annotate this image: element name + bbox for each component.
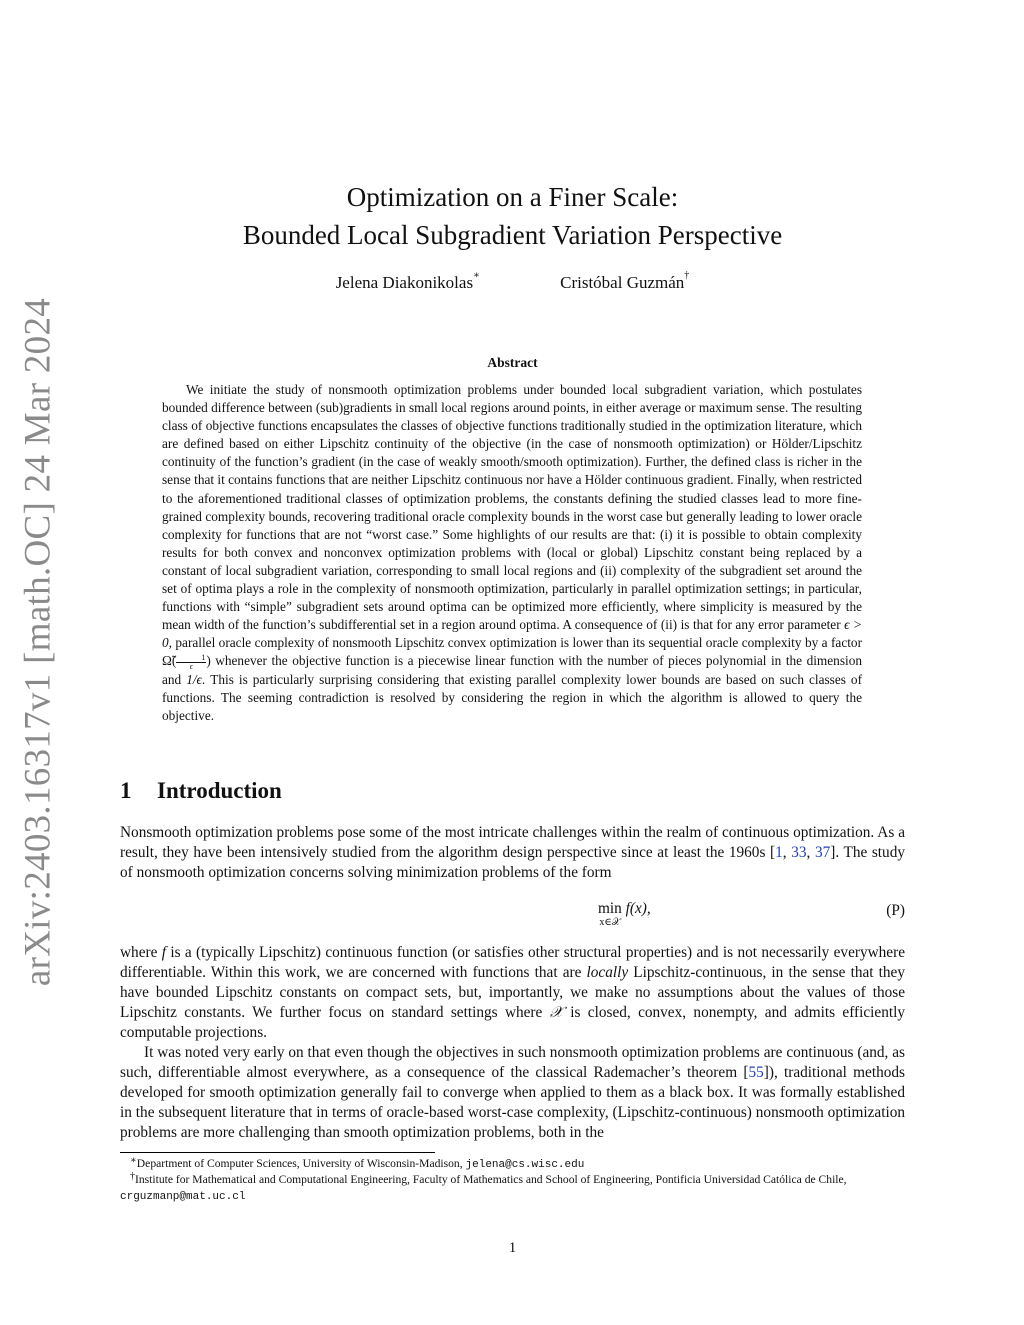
author-2 — [560, 270, 690, 293]
citation-link[interactable]: 33 — [791, 844, 807, 861]
equation-p — [120, 900, 905, 932]
abstract-text-4: . This is particularly surprising considering that existing parallel complexity lower bounds are based on such classes of functions. The seeming contradiction is resolved by considering the region in which the algorithm is allowed to query the objective. — [162, 671, 863, 724]
intro-p1-text-a: Nonsmooth optimization problems pose some of the most intricate challenges within the realm of continuous optimization. As a result, they have been intensively studied from the algorithm design perspective since at least the 1960s [ — [120, 824, 905, 861]
intro-p2-emphasis: locally — [586, 964, 629, 981]
intro-p2-symbol-f: f — [161, 944, 166, 961]
intro-p2-text-c: Lipschitz-continuous, in the sense that they have bounded Lipschitz constants on compact sets, but, importantly, we make no assumptions about the values of those Lipschitz constants. We further focus on standard settings where — [120, 964, 905, 1021]
author-1-name: Jelena Diakonikolas — [335, 273, 474, 292]
author-1 — [335, 270, 480, 293]
intro-paragraph-2 — [120, 943, 905, 1043]
equation-min-operator — [598, 900, 622, 928]
footnote-rule — [120, 1152, 435, 1153]
equation-subscript: x∈𝒳 — [599, 917, 621, 928]
abstract-heading: Abstract — [487, 355, 538, 370]
author-2-name: Cristóbal Guzmán — [560, 273, 685, 292]
intro-paragraph-1: Nonsmooth optimization problems pose some of the most intricate challenges within the realm of continuous optimization. As a result, they have been intensively studied from the algorithm design perspective since at least the 1960s [1, 33, 37]. The study of nonsmooth optimization concerns solving minimization problems of the form — [120, 824, 906, 881]
abstract-text-1: We initiate the study of nonsmooth optimization problems under bounded local subgradient variation, which postulates bounded difference between (sub)gradients in small local regions around points, in either average or maximum sense. The resulting class of objective functions encapsulates the classes of objective functions traditionally studied in the optimization literature, which are defined based on either Lipschitz continuity of the objective (in the case of nonsmooth optimization) or Hölder/Lipschitz continuity of the function’s gradient (in the case of weakly smooth/smooth optimization). Further, the defined class is richer in the sense that it contains functions that are neither Lipschitz continuous nor have a Hölder continuous gradient. Finally, when restricted to the aforementioned traditional classes of optimization problems, the constants defining the studied classes lead to more fine-grained complexity bounds, recovering traditional oracle complexity bounds in the worst case but generally leading to lower oracle complexity for functions that are not “worst case.” Some highlights of our results are that: (i) it is possible to obtain complexity results for both convex and nonconvex optimization problems with (local or global) Lipschitz constant being replaced by a constant of local subgradient variation, corresponding to small local regions and (ii) complexity of the subgradient set around the set of optima plays a role in the complexity of nonsmooth optimization, particularly in parallel optimization settings; in particular, functions with “simple” subgradient sets around optima can be optimized more efficiently, where simplicity is measured by the mean width of the function’s subdifferential set in a region around optima. A consequence of (ii) is that for any error parameter — [162, 382, 862, 633]
footnote-2-email[interactable]: crguzmanp@mat.uc.cl — [120, 1190, 246, 1203]
author-2-mark: † — [684, 270, 690, 281]
abstract-epsilon-condition: ϵ > 0 — [162, 617, 862, 651]
citation-link[interactable]: 55 — [748, 1064, 764, 1081]
equation-expression: f(x), — [625, 900, 651, 917]
equation-body — [598, 900, 651, 928]
footnote-1-email[interactable]: jelena@cs.wisc.edu — [465, 1159, 585, 1171]
arxiv-id: arXiv:2403.16317v1 [math.OC] 24 Mar 2024 — [17, 297, 59, 987]
section-heading — [120, 778, 282, 804]
intro-p3-text-a: It was noted very early on that even though the objectives in such nonsmooth optimization problems are continuous (and, as such, differentiable almost everywhere, as a consequence of the classical Rademacher’s theorem [ — [120, 1044, 905, 1081]
intro-p3-text-b: ]), traditional methods developed for smooth optimization generally fail to converge when applied to them as a black box. It was formally established in the subsequent literature that in terms of oracle-based worst-case complexity, (Lipschitz-continuous) nonsmooth optimization problems are more challenging than smooth optimization problems, both in the — [120, 1064, 905, 1141]
title-line-2: Bounded Local Subgradient Variation Perspective — [242, 220, 783, 250]
intro-p2-text-b: is a (typically Lipschitz) continuous function (or satisfies other structural properties) and is not necessarily everywhere differentiable. Within this work, we are concerned with functions that are — [120, 944, 905, 981]
intro-p1-text-b: ]. The study of nonsmooth optimization concerns solving minimization problems of the form — [120, 844, 906, 881]
page-number: 1 — [508, 1240, 517, 1256]
title-line-1: Optimization on a Finer Scale: — [346, 182, 679, 212]
abstract-omega-symbol: Ω̃ — [162, 653, 172, 669]
footnote-2-mark: † — [130, 1171, 135, 1182]
equation-min: min — [598, 900, 622, 917]
paper-title — [120, 178, 905, 254]
fraction-denominator: ϵ — [189, 661, 193, 671]
abstract-fraction — [176, 654, 206, 671]
intro-p2-text-a: where — [120, 944, 162, 961]
footnote-2 — [120, 1172, 905, 1205]
footnote-2-text: Institute for Mathematical and Computational Engineering, Faculty of Mathematics and School of Engineering, Pontificia Universidad Católica de Chile, — [135, 1173, 847, 1186]
abstract-text-3: whenever the objective function is a piecewise linear function with the number of pieces polynomial in the dimension and — [162, 653, 862, 687]
citation-link[interactable]: 1 — [775, 844, 783, 861]
equation-tag: (P) — [886, 902, 905, 919]
section-number: 1 — [120, 778, 132, 803]
abstract-text-2: , parallel oracle complexity of nonsmooth Lipschitz convex optimization is lower than its sequential oracle complexity by a factor — [168, 635, 862, 651]
intro-paragraph-3 — [120, 1043, 905, 1143]
author-1-mark: ∗ — [473, 270, 480, 281]
abstract-body: We initiate the study of nonsmooth optimization problems under bounded local subgradient variation, which postulates bounded difference between (sub)gradients in small local regions around points, in either average or maximum sense. The resulting class of objective functions encapsulates the classes of objective functions traditionally studied in the optimization literature, which are defined based on either Lipschitz continuity of the objective (in the case of nonsmooth optimization) or Hölder/Lipschitz continuity of the function’s gradient (in the case of weakly smooth/smooth optimization). Further, the defined class is richer in the sense that it contains functions that are neither Lipschitz continuous nor have a Hölder continuous gradient. Finally, when restricted to the aforementioned traditional classes of optimization problems, the constants defining the studied classes lead to more fine-grained complexity bounds, recovering traditional oracle complexity bounds in the worst case but generally leading to lower oracle complexity for functions that are not “worst case.” Some highlights of our results are that: (i) it is possible to obtain complexity results for both convex and nonconvex optimization problems with (local or global) Lipschitz constant being replaced by a constant of local subgradient variation, corresponding to small local regions and (ii) complexity of the subgradient set around the set of optima plays a role in the complexity of nonsmooth optimization, particularly in parallel optimization settings; in particular, functions with “simple” subgradient sets around optima can be optimized more efficiently, where simplicity is measured by the mean width of the function’s subdifferential set in a region around optima. A consequence of (ii) is that for any error parameter ϵ > 0, parallel oracle complexity of nonsmooth Lipschitz convex optimization is lower than its sequential oracle complexity by a factor Ω̃( $\frac{1}{\epsilon}$) whenever the objective function is a piecewise linear function with the number of pieces polynomial in the dimension and 1/ϵ. This is particularly surprising considering that existing parallel complexity lower bounds are based on such classes of functions. The seeming contradiction is resolved by considering the region in which the algorithm is allowed to query the objective. — [162, 382, 863, 724]
intro-p2-text-d: is closed, convex, nonempty, and admits efficiently computable projections. — [120, 1004, 905, 1041]
section-title: Introduction — [157, 778, 282, 803]
abstract-one-over-epsilon: 1/ϵ — [186, 671, 202, 687]
fraction-numerator: 1 — [176, 654, 206, 663]
arxiv-sidebar-stamp — [12, 297, 64, 987]
footnote-1 — [120, 1156, 905, 1174]
footnote-1-text: Department of Computer Sciences, University of Wisconsin-Madison, — [136, 1157, 466, 1170]
citation-link[interactable]: 37 — [814, 844, 831, 861]
footnote-1-mark: ∗ — [130, 1155, 137, 1166]
intro-p2-symbol-x: 𝒳 — [549, 1004, 563, 1021]
author-list — [120, 270, 905, 293]
